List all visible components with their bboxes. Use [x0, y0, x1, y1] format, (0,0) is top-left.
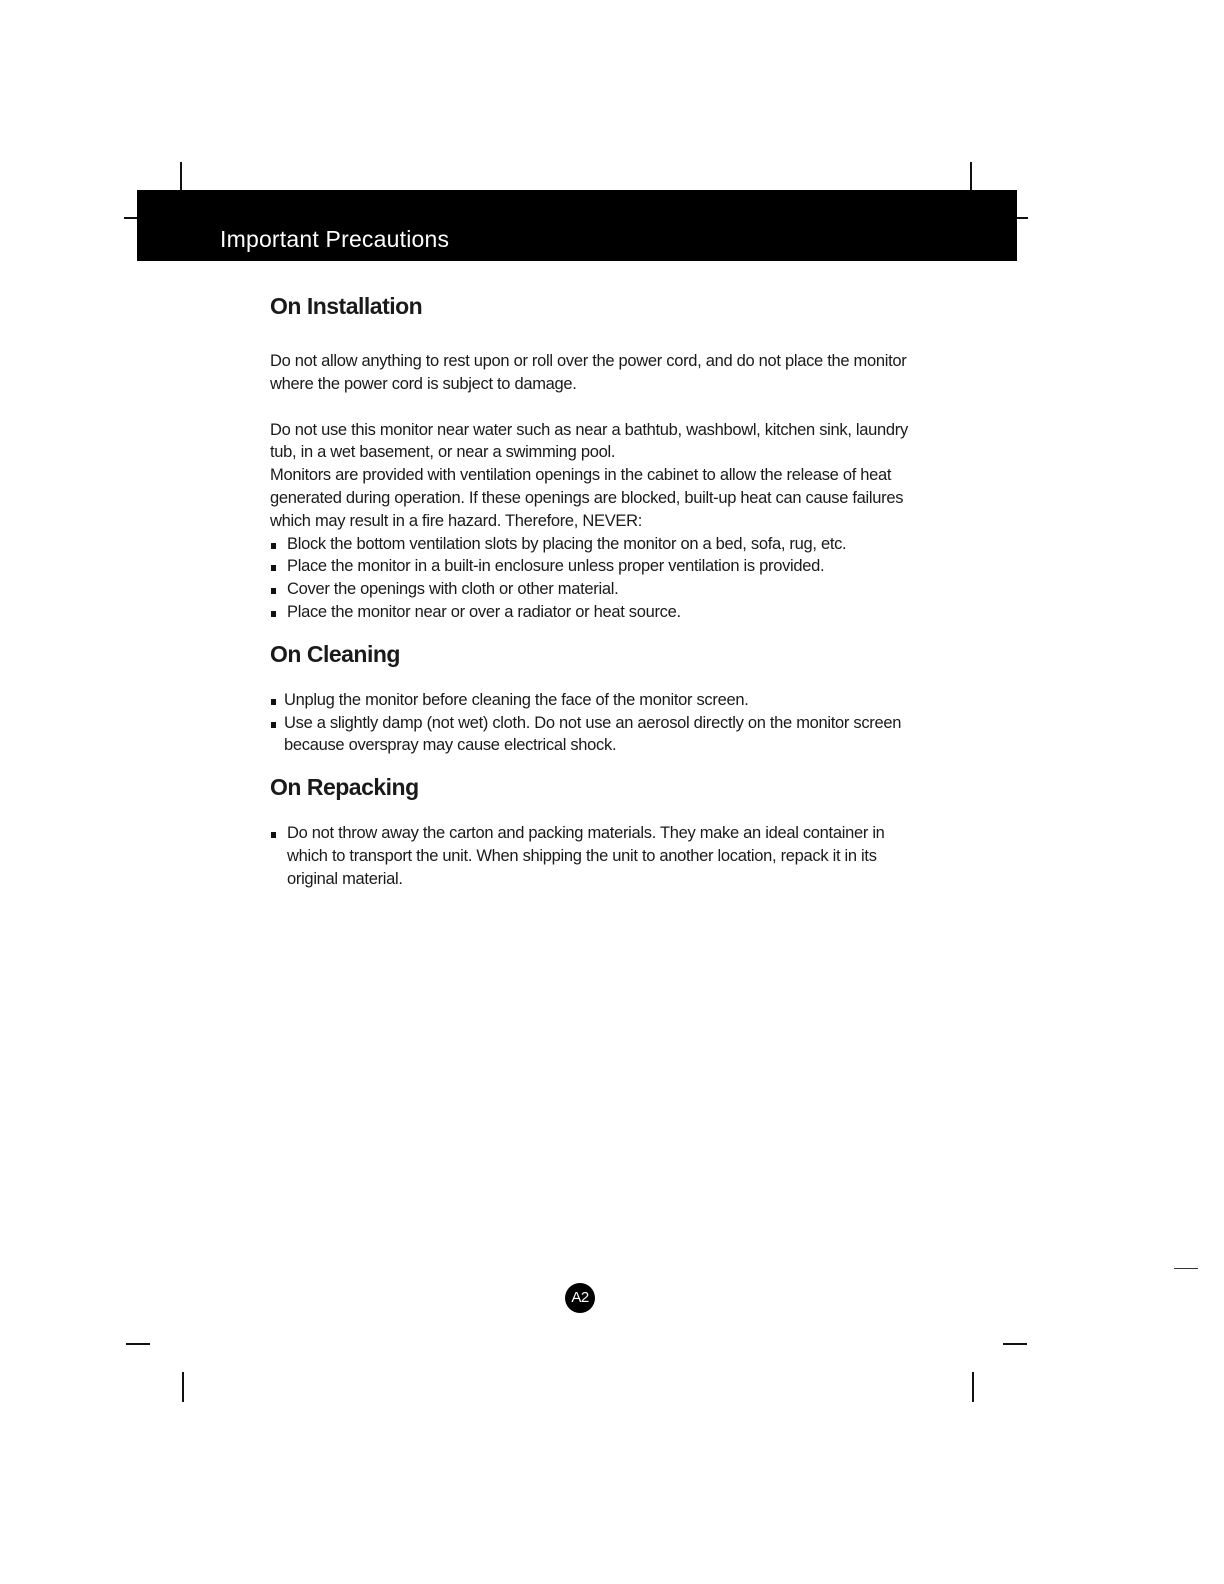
list-item-text: Use a slightly damp (not wet) cloth. Do not use an aerosol directly on the monitor screen because overspray may cause electrical shock.	[284, 713, 902, 755]
section-repacking	[270, 771, 910, 890]
section-installation	[270, 290, 910, 624]
header-bar	[137, 190, 1017, 261]
bullet-icon	[271, 565, 276, 571]
document-body	[270, 290, 910, 891]
crop-mark-bottom-left	[182, 1372, 184, 1402]
section-heading-repacking: On Repacking	[270, 774, 419, 801]
section-cleaning	[270, 638, 910, 757]
bullet-icon	[271, 832, 276, 838]
list-item	[270, 533, 910, 556]
crop-mark-top-left	[180, 162, 182, 192]
list-item	[270, 555, 910, 578]
crop-mark-right-upper	[1016, 217, 1028, 219]
cleaning-list	[270, 689, 910, 757]
list-item-text: Unplug the monitor before cleaning the face of the monitor screen.	[284, 690, 749, 709]
installation-never-list	[270, 533, 910, 624]
crop-mark-top-right	[970, 162, 972, 192]
list-item	[270, 601, 910, 624]
list-item	[270, 578, 910, 601]
crop-mark-left-lower	[126, 1343, 150, 1345]
bullet-icon	[271, 722, 276, 728]
page-number-badge: A2	[565, 1283, 595, 1313]
list-item	[270, 712, 910, 758]
list-item-text: Cover the openings with cloth or other material.	[287, 580, 619, 599]
installation-paragraph-water: Do not use this monitor near water such as near a bathtub, washbowl, kitchen sink, laundry tub, in a wet basement, or near a swimming pool.	[270, 420, 908, 462]
bullet-icon	[271, 543, 276, 549]
list-item	[270, 689, 910, 712]
list-item-text: Block the bottom ventilation slots by placing the monitor on a bed, sofa, rug, etc.	[287, 534, 847, 553]
crop-mark-left-upper	[124, 217, 138, 219]
crop-mark-right-lower	[1003, 1343, 1027, 1345]
bullet-icon	[271, 588, 276, 594]
installation-paragraph-power-cord: Do not allow anything to rest upon or roll over the power cord, and do not place the monitor where the power cord is subject to damage.	[270, 352, 907, 393]
bullet-icon	[271, 699, 276, 705]
section-heading-installation: On Installation	[270, 293, 423, 319]
list-item-text: Place the monitor near or over a radiator or heat source.	[287, 602, 681, 621]
repacking-list	[270, 822, 910, 890]
crop-mark-far-right	[1174, 1268, 1198, 1269]
installation-paragraph-ventilation: Monitors are provided with ventilation openings in the cabinet to allow the release of heat generated during operation. If these openings are blocked, built-up heat can cause failures which may result in a fire hazard. Therefore, NEVER:	[270, 466, 904, 530]
page-title: Important Precautions	[220, 226, 450, 252]
list-item-text: Place the monitor in a built-in enclosure unless proper ventilation is provided.	[287, 557, 825, 576]
list-item-text: Do not throw away the carton and packing materials. They make an ideal container in which to transport the unit. When shipping the unit to another location, repack it in its original material.	[287, 824, 885, 888]
bullet-icon	[271, 611, 276, 617]
crop-mark-bottom-right	[972, 1372, 974, 1402]
section-heading-cleaning: On Cleaning	[270, 640, 400, 667]
list-item	[270, 822, 910, 890]
